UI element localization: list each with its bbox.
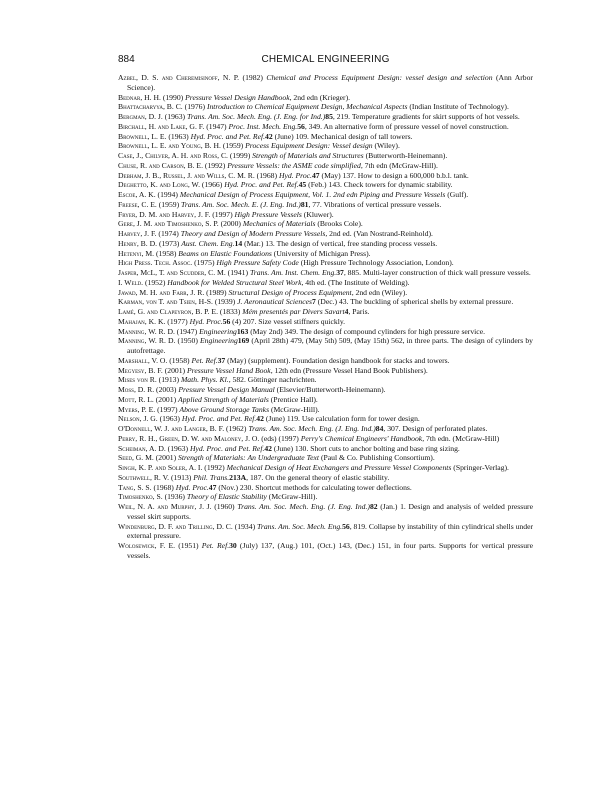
reference-title: Applied Strength of Materials bbox=[178, 394, 269, 404]
reference-entry bbox=[118, 190, 533, 200]
reference-details: , 4th ed. (The Institute of Welding). bbox=[301, 277, 410, 287]
reference-details: (Gulf). bbox=[445, 190, 469, 199]
reference-title: Mechanics of Materials bbox=[242, 219, 316, 229]
reference-title: Aust. Chem. Eng. bbox=[181, 238, 235, 248]
reference-details: , 187. On the general theory of elastic stability. bbox=[246, 472, 390, 482]
reference-volume: 82 bbox=[369, 502, 378, 511]
reference-entry bbox=[118, 385, 533, 395]
reference-details: (May) (supplement). Foundation design handbook for stacks and towers. bbox=[225, 355, 450, 365]
reference-year: (1913) bbox=[169, 472, 194, 482]
reference-volume: 30 bbox=[229, 541, 237, 550]
reference-title: Hyd. Proc. and Pet. Ref. bbox=[189, 443, 265, 453]
reference-details: , 885. Multi-layer construction of thick wall pressure vessels. bbox=[343, 268, 531, 277]
reference-year: (2003) bbox=[154, 385, 179, 394]
reference-year: (2001) bbox=[162, 365, 188, 375]
reference-authors: Henry, B. D. bbox=[118, 238, 158, 248]
reference-details: (Kluwer). bbox=[301, 209, 334, 219]
reference-year: (1963) bbox=[165, 443, 190, 453]
reference-year: (1992) bbox=[202, 463, 227, 472]
reference-year: (1968) bbox=[254, 170, 279, 180]
reference-title: Trans. Am. Soc. Mech. E. (J. Eng. Ind.) bbox=[181, 199, 301, 209]
reference-entry bbox=[118, 434, 533, 444]
reference-entry bbox=[118, 112, 533, 122]
reference-title: Introduction to Chemical Equipment Design, Mechanical Aspects bbox=[206, 102, 408, 112]
reference-entry bbox=[118, 93, 533, 103]
reference-title: Hyd. Proc. and Pet. Ref. bbox=[181, 414, 257, 424]
reference-volume: 45 bbox=[298, 180, 307, 190]
reference-year: (1947) bbox=[204, 121, 229, 131]
reference-entry bbox=[118, 366, 533, 376]
reference-details: , Paris. bbox=[348, 307, 370, 316]
reference-year: (1963) bbox=[157, 414, 182, 424]
reference-year: (1936) bbox=[162, 492, 187, 502]
reference-year: (1960) bbox=[211, 502, 238, 511]
reference-year: (1989) bbox=[204, 287, 229, 297]
reference-details: (Paul & Co. Publishing Consortium). bbox=[319, 453, 435, 463]
reference-year: (1962) bbox=[224, 424, 249, 433]
reference-entry bbox=[118, 297, 533, 307]
reference-volume: 47 bbox=[311, 170, 320, 180]
reference-authors: Deghetto, K. and Long, W. bbox=[118, 180, 200, 190]
reference-volume: 84 bbox=[375, 424, 384, 433]
reference-details: (June) 119. Use calculation form for tower design. bbox=[263, 414, 420, 424]
reference-title: Pressure Vessels: the ASME code simplified bbox=[227, 160, 361, 170]
reference-details: (Jan.) 1. Design and analysis of welded pressure vessel skirt supports. bbox=[127, 502, 533, 521]
reference-title: Hyd. Proc. bbox=[189, 316, 223, 326]
reference-year: (1941) bbox=[225, 268, 250, 277]
reference-details: (Ann Arbor Science). bbox=[127, 73, 533, 92]
reference-year: (eds) (1997) bbox=[259, 433, 301, 443]
reference-entry bbox=[118, 424, 533, 434]
reference-title: Theory of Elastic Stability bbox=[186, 492, 267, 502]
reference-year: (1951) bbox=[175, 541, 202, 550]
reference-authors: Seed, G. M. bbox=[118, 453, 154, 463]
reference-details: (Brooks Cole). bbox=[315, 219, 363, 229]
reference-year: (1977) bbox=[165, 316, 190, 326]
reference-volume: 37 bbox=[336, 268, 344, 277]
reference-details: (4) 207. Size vessel stiffners quickly. bbox=[230, 316, 346, 326]
reference-authors: Southwell, R. V. bbox=[118, 472, 170, 482]
reference-title: Math. Phys. Kl. bbox=[180, 375, 229, 385]
reference-title: Trans. Am. Soc. Mech. Eng. bbox=[257, 521, 343, 531]
reference-year: (1975) bbox=[192, 258, 217, 268]
reference-authors: Jawad, M. H. and Farr, J. R. bbox=[118, 287, 205, 297]
reference-details: (Springer-Verlag). bbox=[451, 463, 509, 472]
reference-details: (May) 137. How to design a 600,000 b.b.l. tank. bbox=[319, 170, 469, 180]
reference-authors: O'Donnell, W. J. and Langer, B. F. bbox=[118, 424, 225, 433]
reference-volume: 169 bbox=[237, 336, 250, 346]
reference-entry bbox=[118, 132, 533, 142]
reference-year: (1968) bbox=[151, 482, 176, 492]
reference-authors: Scheiman, A. D. bbox=[118, 443, 166, 453]
reference-year: (1982) bbox=[239, 73, 267, 82]
reference-authors: Timoshenko, S. bbox=[118, 492, 163, 502]
reference-title: Structural Design of Process Equipment bbox=[228, 287, 352, 297]
reference-year: (1959) bbox=[156, 199, 182, 209]
reference-details: , 7th edn (McGraw-Hill). bbox=[360, 160, 438, 170]
reference-title: High Pressure Safety Code bbox=[216, 258, 299, 268]
reference-title: Trans. Am. Inst. Chem. Eng. bbox=[249, 268, 337, 277]
reference-entry bbox=[118, 122, 533, 132]
reference-volume: 37 bbox=[217, 355, 226, 365]
reference-title: Trans. Am. Soc. Mech. Eng. (J. Eng. Ind.) bbox=[248, 424, 376, 433]
reference-year: (1963) bbox=[162, 112, 188, 121]
reference-details: , 349. An alternative form of pressure vessel of novel construction. bbox=[304, 121, 509, 131]
reference-title: Chemical and Process Equipment Design: vessel design and selection bbox=[266, 73, 493, 82]
reference-volume: 56 bbox=[297, 121, 305, 131]
reference-authors: Bhattacharyya, B. C. bbox=[118, 102, 183, 112]
reference-details: , 2nd edn (Wiley). bbox=[351, 287, 408, 297]
reference-authors: Weil, N. A. and Murphy, J. J. bbox=[118, 502, 212, 511]
reference-details: (Elsevier/Butterworth-Heinemann). bbox=[274, 385, 386, 394]
reference-entry bbox=[118, 151, 533, 161]
reference-year: (1976) bbox=[182, 102, 207, 112]
reference-year: (1999) bbox=[227, 151, 253, 160]
reference-volume: 81 bbox=[300, 199, 309, 209]
reference-authors: Case, J., Chilver, A. H. and Ross, C. bbox=[118, 151, 228, 160]
reference-title: J. Aeronautical Sciences bbox=[237, 297, 313, 307]
reference-title: High Pressure Vessels bbox=[234, 209, 302, 219]
reference-title: Trans. Am. Soc. Mech. Eng. (J. Eng. for Ind.) bbox=[187, 112, 326, 121]
reference-details: , 7th edn. (McGraw-Hill) bbox=[422, 433, 500, 443]
reference-details: (May 2nd) 349. The design of compound cylinders for high pressure service. bbox=[248, 326, 485, 336]
reference-title: Mechanical Design of Process Equipment, Vol. 1. 2nd edn Piping and Pressure Vessels bbox=[179, 190, 446, 199]
reference-year: (1990) bbox=[160, 92, 186, 102]
reference-details: (June) 109. Mechanical design of tall towers. bbox=[272, 131, 413, 141]
reference-details: , 582. Göttinger nachrichten. bbox=[228, 375, 317, 385]
reference-year: (1947) bbox=[174, 326, 200, 336]
reference-entry bbox=[118, 219, 533, 229]
reference-entry bbox=[118, 268, 533, 278]
reference-details: (Feb.) 143. Check towers for dynamic stability. bbox=[306, 180, 453, 190]
reference-details: (Indian Institute of Technology). bbox=[407, 102, 509, 112]
reference-year: (1958) bbox=[154, 248, 179, 258]
reference-volume: 42 bbox=[265, 131, 273, 141]
reference-title: Pressure Vessel Design Handbook bbox=[185, 92, 290, 102]
reference-year: (1973) bbox=[157, 238, 182, 248]
reference-authors: Marshall, V. O. bbox=[118, 355, 168, 365]
reference-entry bbox=[118, 161, 533, 171]
reference-title: Strength of Materials: An Undergraduate Text bbox=[178, 453, 320, 463]
reference-entry bbox=[118, 249, 533, 259]
reference-year: (1966) bbox=[199, 180, 225, 190]
reference-authors: Birchall, H. and Lake, G. F. bbox=[118, 121, 205, 131]
reference-details: (Nov.) 230. Shortcut methods for calculating tower deflections. bbox=[216, 482, 412, 492]
reference-title: Perry's Chemical Engineers' Handbook bbox=[300, 433, 423, 443]
reference-authors: Brownell, L. E. and Young, B. H. bbox=[118, 141, 221, 151]
reference-details: , 2nd ed. (Van Nostrand-Reinhold). bbox=[325, 229, 433, 238]
reference-authors: Manning, W. R. D. bbox=[118, 336, 176, 346]
reference-entry bbox=[118, 141, 533, 151]
reference-title: Hyd. Proc. and Pet. Ref. bbox=[224, 180, 299, 190]
reference-entry bbox=[118, 258, 533, 268]
reference-title: Beams on Elastic Foundations bbox=[178, 248, 272, 258]
reference-entry bbox=[118, 395, 533, 405]
reference-entry bbox=[118, 522, 533, 542]
reference-details: (McGraw-Hill). bbox=[269, 404, 320, 414]
reference-year: (2000) bbox=[218, 219, 243, 229]
reference-title: Engineering bbox=[199, 326, 237, 336]
reference-entry bbox=[118, 463, 533, 473]
reference-entry bbox=[118, 73, 533, 93]
reference-volume: 163 bbox=[236, 326, 249, 336]
reference-entry bbox=[118, 180, 533, 190]
reference-entry bbox=[118, 492, 533, 502]
reference-year: (2001) bbox=[153, 453, 179, 463]
reference-authors: Mises von R. bbox=[118, 375, 157, 385]
page-number: 884 bbox=[118, 54, 135, 65]
reference-entry bbox=[118, 229, 533, 239]
reference-details: (High Pressure Technology Association, London). bbox=[298, 258, 454, 268]
reference-year: (2001) bbox=[153, 394, 179, 404]
reference-authors: Moss, D. R. bbox=[118, 385, 155, 394]
reference-authors: Escoe, A. K. bbox=[118, 190, 156, 199]
reference-volume: 85 bbox=[325, 112, 333, 121]
reference-authors: High Press. Tech. Assoc. bbox=[118, 258, 193, 268]
reference-volume: 14 bbox=[234, 238, 243, 248]
reference-title: Pet. Ref. bbox=[201, 541, 230, 550]
reference-authors: Mahajan, K. K. bbox=[118, 316, 166, 326]
reference-details: , 819. Collapse by instability of thin cylindrical shells under external pressure. bbox=[127, 521, 534, 541]
reference-details: , 12th edn (Pressure Vessel Hand Book Publishers). bbox=[270, 365, 428, 375]
reference-volume: 42 bbox=[264, 443, 272, 453]
reference-volume: 56 bbox=[222, 316, 231, 326]
reference-year: (1974) bbox=[156, 229, 181, 238]
reference-title: Process Equipment Design: Vessel design bbox=[245, 141, 373, 151]
reference-year: (1992) bbox=[203, 160, 228, 170]
reference-entry bbox=[118, 171, 533, 181]
reference-details: (Prentice Hall). bbox=[268, 394, 318, 404]
reference-authors: Singh, K. P. and Soler, A. I. bbox=[118, 463, 203, 472]
reference-entry bbox=[118, 288, 533, 298]
reference-authors: Manning, W. R. D. bbox=[118, 326, 175, 336]
reference-details: , 219. Temperature gradients for skirt supports of hot vessels. bbox=[332, 112, 520, 121]
reference-authors: Bergman, D. J. bbox=[118, 112, 163, 121]
reference-authors: Perry, R. H., Green, D. W. and Maloney, J. O. bbox=[118, 433, 260, 443]
reference-title: Theory and Design of Modern Pressure Vessels bbox=[180, 229, 326, 238]
reference-details: (Wiley). bbox=[372, 141, 400, 151]
reference-year: (1997) bbox=[155, 404, 180, 414]
reference-year: (1959) bbox=[220, 141, 246, 151]
reference-details: (Butterworth-Heinemann). bbox=[363, 151, 448, 160]
reference-entry bbox=[118, 502, 533, 522]
reference-title: Mechanical Design of Heat Exchangers and Pressure Vessel Components bbox=[226, 463, 452, 472]
reference-title: Pet. Ref. bbox=[191, 355, 218, 365]
reference-title: Pressure Vessel Design Manual bbox=[178, 385, 275, 394]
reference-list bbox=[118, 73, 533, 561]
reference-title: Strength of Materials and Structures bbox=[252, 151, 364, 160]
reference-entry bbox=[118, 102, 533, 112]
reference-year: (1934) bbox=[232, 521, 258, 531]
reference-title: Pressure Vessel Hand Book bbox=[187, 365, 271, 375]
reference-authors: Nelson, J. G. bbox=[118, 414, 158, 424]
reference-entry bbox=[118, 444, 533, 454]
reference-volume: 42 bbox=[256, 414, 264, 424]
reference-year: (1958) bbox=[167, 355, 192, 365]
reference-title: Hyd. Proc. and Pet. Ref. bbox=[190, 131, 266, 141]
reference-volume: 47 bbox=[208, 482, 217, 492]
reference-entry bbox=[118, 453, 533, 463]
running-title: CHEMICAL ENGINEERING bbox=[261, 54, 390, 65]
reference-details: (Dec.) 43. The buckling of spherical shells by external pressure. bbox=[315, 297, 514, 307]
reference-volume: 56 bbox=[342, 521, 350, 531]
reference-title: Handbook for Welded Structural Steel Work bbox=[167, 277, 302, 287]
reference-entry bbox=[118, 473, 533, 483]
reference-authors: Mott, R. L. bbox=[118, 394, 154, 404]
reference-authors: Windenburg, D. F. and Trilling, D. C. bbox=[118, 521, 233, 531]
reference-authors: Fryer, D. M. and Harvey, J. F. bbox=[118, 209, 211, 219]
reference-entry bbox=[118, 414, 533, 424]
reference-volume: 4 bbox=[344, 307, 349, 316]
reference-authors: Harvey, J. F. bbox=[118, 229, 157, 238]
reference-year: (1952) bbox=[143, 277, 168, 287]
reference-entry bbox=[118, 307, 533, 317]
reference-volume: 213A bbox=[229, 472, 247, 482]
reference-authors: Azbel, D. S. and Cheremisinoff, N. P. bbox=[118, 73, 240, 82]
reference-year: (1997) bbox=[210, 209, 235, 219]
reference-details: , 2nd edn (Krieger). bbox=[289, 92, 351, 102]
reference-authors: Freese, C. E. bbox=[118, 199, 157, 209]
reference-title: Above Ground Storage Tanks bbox=[179, 404, 270, 414]
reference-authors: Brownell, L. E. bbox=[118, 131, 167, 141]
reference-details: , 77. Vibrations of vertical pressure vessels. bbox=[308, 199, 442, 209]
reference-entry bbox=[118, 200, 533, 210]
reference-authors: Debham, J. B., Russel, J. and Wills, C. M. R. bbox=[118, 170, 255, 180]
reference-details: (June) 130. Short cuts to anchor bolting and base ring sizing. bbox=[272, 443, 460, 453]
reference-details: (McGraw-Hill). bbox=[266, 492, 318, 502]
reference-entry bbox=[118, 375, 533, 385]
reference-entry bbox=[118, 317, 533, 327]
reference-authors: Chuse, R. and Carson, B. E. bbox=[118, 160, 203, 170]
reference-entry bbox=[118, 239, 533, 249]
reference-authors: Gere, J. M. and Timoshenko, S. P. bbox=[118, 219, 219, 229]
reference-title: Hyd. Proc. bbox=[175, 482, 209, 492]
reference-details: (University of Michigan Press). bbox=[271, 248, 371, 258]
reference-entry bbox=[118, 278, 533, 288]
reference-authors: Myers, P. E. bbox=[118, 404, 156, 414]
reference-volume: 7 bbox=[312, 297, 316, 307]
running-header bbox=[118, 54, 533, 68]
reference-authors: Bednar, H. H. bbox=[118, 92, 161, 102]
reference-year: (1939) bbox=[212, 297, 238, 307]
reference-entry bbox=[118, 336, 533, 356]
reference-year: (1963) bbox=[166, 131, 191, 141]
reference-authors: Lamé, G. and Clapeyron, B. P. E. bbox=[118, 307, 218, 316]
reference-title: Phil. Trans. bbox=[193, 472, 230, 482]
reference-title: Proc. Inst. Mech. Eng. bbox=[228, 121, 298, 131]
reference-details: (April 28th) 479, (May 5th) 509, (May 15th) 562, in three parts. The design of cylinders by autofrettage. bbox=[127, 336, 533, 355]
reference-entry bbox=[118, 541, 533, 561]
reference-entry bbox=[118, 210, 533, 220]
reference-authors: Megyesy, B. F. bbox=[118, 365, 163, 375]
reference-title: Hyd. Proc. bbox=[278, 170, 312, 180]
reference-title: Engineering bbox=[200, 336, 238, 346]
reference-authors: Hetenyi, M. bbox=[118, 248, 155, 258]
reference-entry bbox=[118, 327, 533, 337]
reference-title: Trans. Am. Soc. Mech. Eng. (J. Eng. Ind.) bbox=[237, 502, 370, 511]
reference-title: Mém presentés par Divers Savart bbox=[242, 307, 345, 316]
reference-authors: Wolosewick, F. E. bbox=[118, 541, 176, 550]
reference-entry bbox=[118, 356, 533, 366]
reference-authors: I. Weld. bbox=[118, 277, 144, 287]
reference-year: (1994) bbox=[155, 190, 180, 199]
reference-entry bbox=[118, 405, 533, 415]
reference-authors: Karman, von T. and Tsien, H-S. bbox=[118, 297, 213, 307]
reference-details: (July) 137, (Aug.) 101, (Oct.) 143, (Dec.) 151, in four parts. Supports for vertical pressure vessels. bbox=[127, 541, 533, 560]
reference-entry bbox=[118, 483, 533, 493]
reference-year: (1913) bbox=[156, 375, 181, 385]
reference-authors: Tang, S. S. bbox=[118, 482, 152, 492]
reference-details: (Mar.) 13. The design of vertical, free standing process vessels. bbox=[242, 238, 438, 248]
reference-year: (1950) bbox=[175, 336, 200, 346]
reference-year: (1833) bbox=[217, 307, 243, 316]
reference-authors: Jasper, McL, T. and Scudder, C. M. bbox=[118, 268, 226, 277]
reference-details: , 307. Design of perforated plates. bbox=[383, 424, 488, 433]
